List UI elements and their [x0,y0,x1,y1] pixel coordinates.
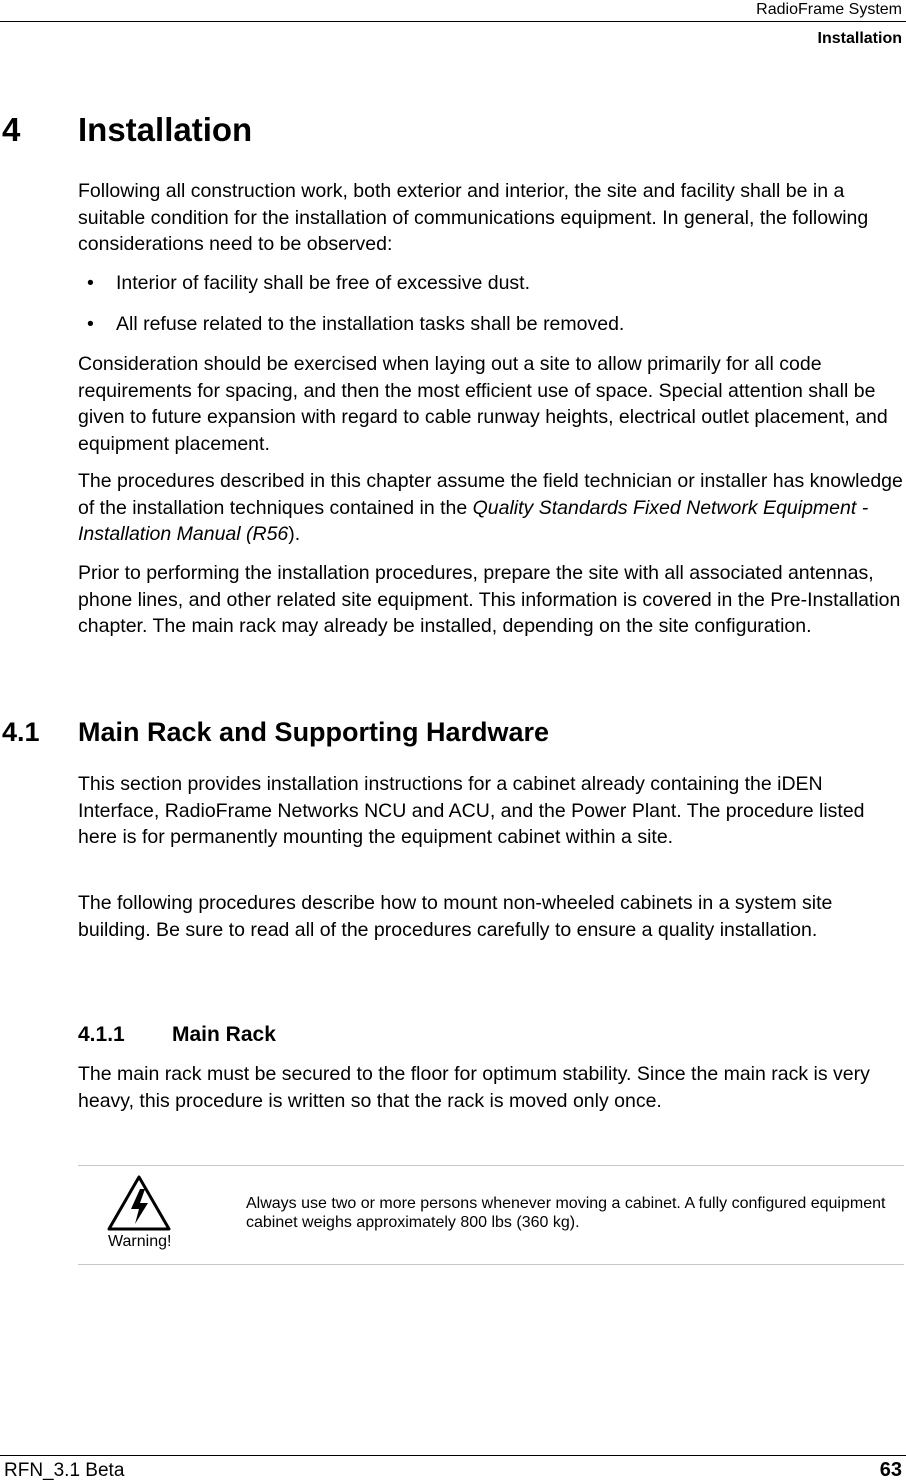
chapter-number: 4 [2,111,21,148]
intro-paragraph-3 [78,468,904,548]
paragraph-text: The procedures described in this chapter assume the field technician or installer has knowledge of the installation techniques contained in the [78,470,903,519]
paragraph-text: ). [288,523,301,545]
chapter-heading [2,110,252,150]
bullet-item [78,270,904,297]
bullet-marker: • [87,272,94,294]
bullet-text: All refuse related to the installation tasks shall be removed. [116,313,625,335]
warning-text: Always use two or more persons whenever moving a cabinet. A fully configured equipment cabinet weighs approximately 800 lbs (360 kg). [246,1195,886,1231]
subsection-heading [78,1022,276,1048]
bullet-item [78,311,904,338]
footer-divider [0,1455,906,1456]
section-heading [2,716,549,748]
header-system-name: RadioFrame System [756,1,902,18]
subsection-paragraph-1: The main rack must be secured to the floor for optimum stability. Since the main rack is very heavy, this procedure is written so that the rack is moved only once. [78,1063,870,1112]
warning-label: Warning! [108,1233,172,1250]
subsection-title: Main Rack [172,1023,276,1046]
high-voltage-warning-icon [106,1174,172,1232]
warning-notice [78,1165,904,1265]
header-divider [0,21,906,22]
intro-paragraph-4: Prior to performing the installation procedures, prepare the site with all associated antennas, phone lines, and other related site equipment. This information is covered in the Pre-Installation chapter. The main rack may already be installed, depending on the site configuration. [78,562,901,637]
section-number: 4.1 [2,717,40,747]
section-title: Main Rack and Supporting Hardware [78,717,550,747]
intro-paragraph-2: Consideration should be exercised when laying out a site to allow primarily for all code requirements for spacing, and then the most efficient use of space. Special attention shall be given to future expansion with regard to cable runway heights, electrical outlet placement, and equipment placement. [78,353,888,455]
manual-title: Quality Standards Fixed Network Equipment - Installation Manual (R56 [78,496,869,545]
section-paragraph-2: The following procedures describe how to mount non-wheeled cabinets in a system site building. Be sure to read all of the procedures carefully to ensure a quality installation. [78,892,833,941]
chapter-title: Installation [78,111,253,148]
section-paragraph-1: This section provides installation instructions for a cabinet already containing the iDEN Interface, RadioFrame Networks NCU and ACU, and the Power Plant. The procedure listed here is for permanently mounting the equipment cabinet within a site. [78,773,865,848]
subsection-number: 4.1.1 [78,1023,125,1046]
footer-document-id: RFN_3.1 Beta [4,1460,125,1481]
bullet-text: Interior of facility shall be free of excessive dust. [116,272,531,294]
bullet-marker: • [87,313,94,335]
header-section-name: Installation [817,30,902,47]
footer-page-number: 63 [879,1459,902,1481]
intro-paragraph-1: Following all construction work, both exterior and interior, the site and facility shall be in a suitable condition for the installation of communications equipment. In general, the following considerations need to be observed: [78,180,869,255]
